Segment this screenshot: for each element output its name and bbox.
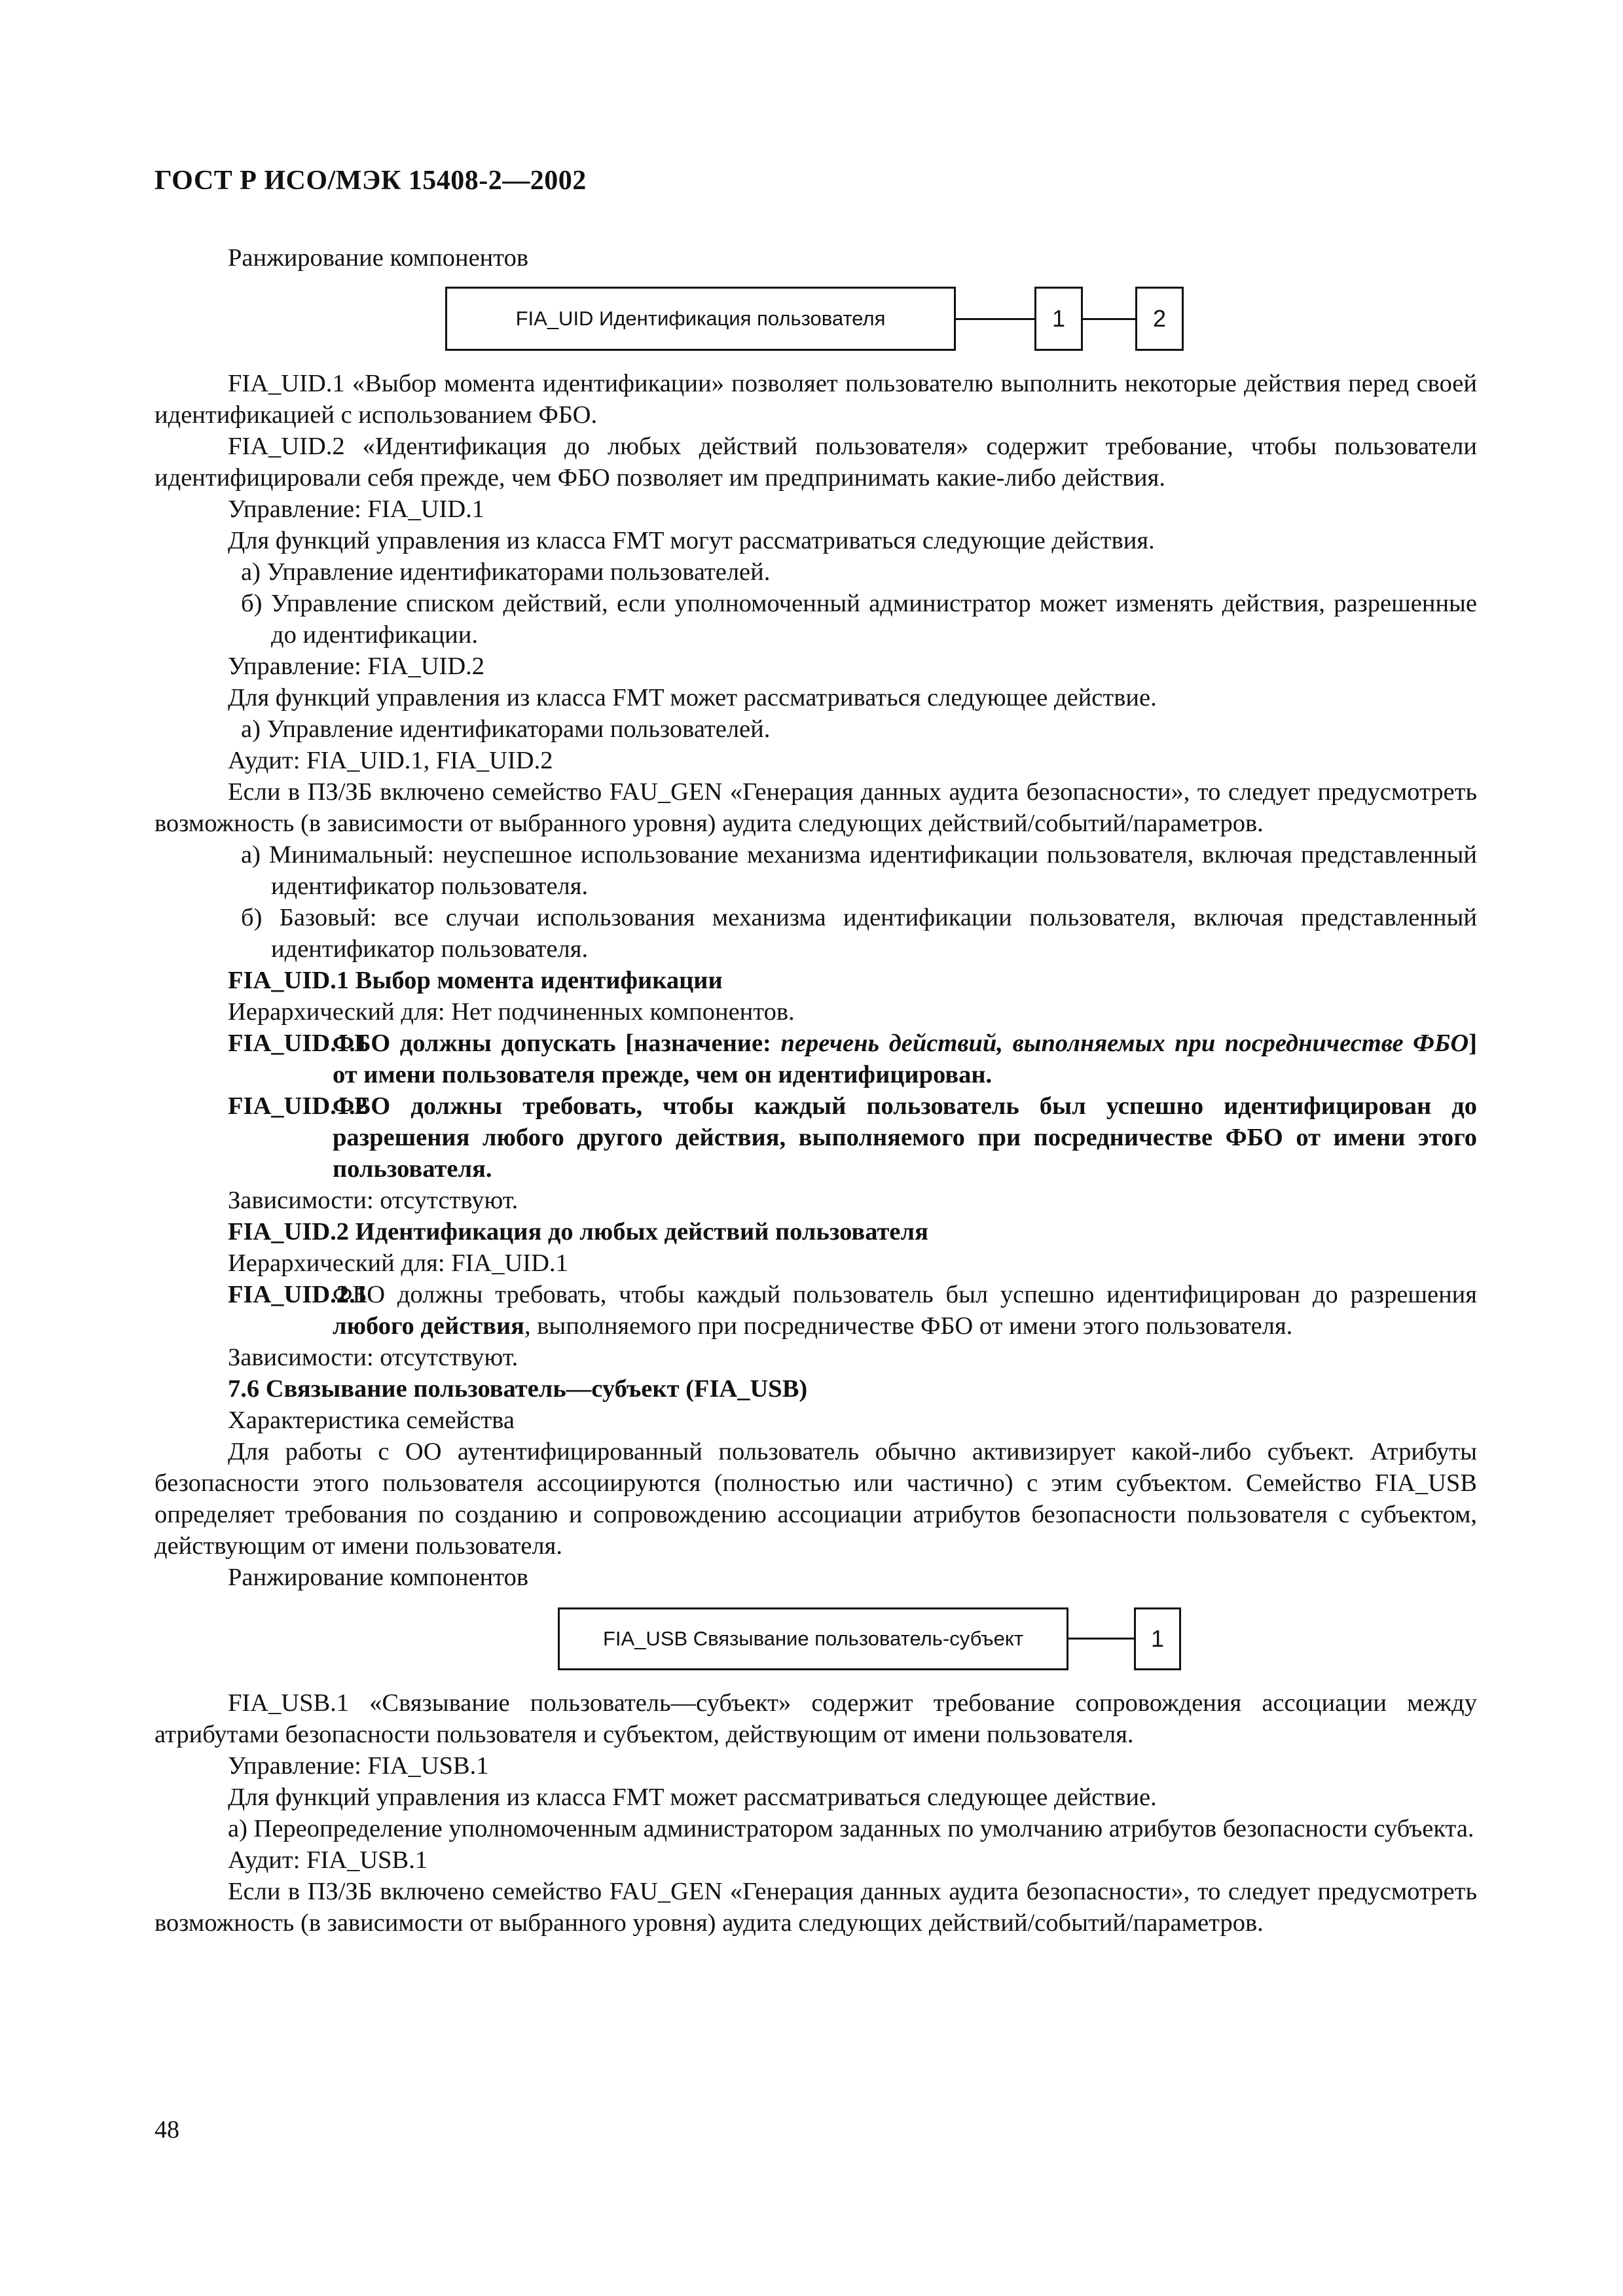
diagram-level-box: 1 [1134,1607,1181,1670]
dependencies-line: Зависимости: отсутствуют. [228,1187,519,1214]
paragraph: FIA_UID.1 «Выбор момента идентификации» позволяет пользователю выполнить некоторые действия перед своей идентификацией с использованием ФБО. [155,370,1477,429]
element-text-part: , выполняемого при посредничестве ФБО от имени этого пользователя. [524,1312,1293,1340]
uid-ranking-diagram [155,280,1477,359]
diagram-level-box: 2 [1135,287,1184,351]
subsection-heading: Характеристика семейства [228,1407,515,1434]
page-number: 48 [155,2116,179,2144]
list-item: а) Управление идентификаторами пользователей. [241,558,771,586]
diagram-family-box: FIA_UID Идентификация пользователя [445,287,956,351]
management-heading: Управление: FIA_UID.1 [228,495,484,523]
diagram-connector [956,318,1034,320]
list-item: б) Управление списком действий, если уполномоченный администратор может изменять действия, разрешенные до идентификации. [241,590,1477,649]
hierarchy-line: Иерархический для: FIA_UID.1 [228,1249,568,1277]
diagram-connector [1068,1638,1134,1640]
paragraph: Для функций управления из класса FMT могут рассматриваться следующие действия. [228,527,1155,554]
diagram-family-box: FIA_USB Связывание пользователь-субъект [558,1607,1068,1670]
element-id: FIA_UID.1.1 [228,1030,368,1057]
document-body [155,242,1477,1939]
list-item: б) Базовый: все случаи использования механизма идентификации пользователя, включая представленный идентификатор пользователя. [241,904,1477,963]
paragraph: Если в ПЗ/ЗБ включено семейство FAU_GEN «Генерация данных аудита безопасности», то следует предусмотреть возможность (в зависимости от выбранного уровня) аудита следующих действий/событий/параметров. [155,778,1477,837]
list-item: а) Минимальный: неуспешное использование механизма идентификации пользователя, включая представленный идентификатор пользователя. [241,841,1477,900]
element-text: ФБО должны требовать, чтобы каждый пользователь был успешно идентифицирован до разрешения любого другого действия, выполняемого при посредничестве ФБО от имени этого пользователя. [333,1092,1477,1183]
element-id: FIA_UID.1.2 [228,1092,368,1120]
audit-heading: Аудит: FIA_USB.1 [228,1846,428,1874]
element-text [333,1279,1477,1342]
usb-ranking-diagram [155,1600,1477,1678]
assignment-text: перечень действий, выполняемых при посредничестве ФБО [780,1030,1469,1057]
component-title: FIA_UID.1 Выбор момента идентификации [228,967,723,994]
component-title: FIA_UID.2 Идентификация до любых действий пользователя [228,1218,928,1246]
section-heading: 7.6 Связывание пользователь—субъект (FIA_USB) [228,1375,808,1403]
hierarchy-line: Иерархический для: Нет подчиненных компонентов. [228,998,795,1026]
management-heading: Управление: FIA_USB.1 [228,1752,489,1780]
paragraph: Для функций управления из класса FMT может рассматриваться следующее действие. [228,1784,1157,1811]
element-text-part: ] от имени пользователя прежде, чем он идентифицирован. [333,1030,1477,1088]
audit-heading: Аудит: FIA_UID.1, FIA_UID.2 [228,747,553,774]
diagram-connector [1083,318,1135,320]
element-fia-uid-1-1 [155,1028,1477,1090]
dependencies-line: Зависимости: отсутствуют. [228,1344,519,1371]
list-item: а) Переопределение уполномоченным администратором заданных по умолчанию атрибутов безопасности субъекта. [228,1815,1474,1842]
ranking-heading: Ранжирование компонентов [228,244,529,272]
paragraph: FIA_USB.1 «Связывание пользователь—субъект» содержит требование сопровождения ассоциации между атрибутами безопасности пользователя и субъектом, действующим от имени пользователя. [155,1689,1477,1748]
element-fia-uid-1-2 [155,1090,1477,1185]
ranking-heading: Ранжирование компонентов [228,1564,529,1591]
paragraph: FIA_UID.2 «Идентификация до любых действий пользователя» содержит требование, чтобы пользователи идентифицировали себя прежде, чем ФБО позволяет им предпринимать какие-либо действия. [155,433,1477,492]
diagram-level-box: 1 [1034,287,1083,351]
element-id: FIA_UID.2.1 [228,1281,368,1308]
document-header: ГОСТ Р ИСО/МЭК 15408-2—2002 [155,166,587,196]
paragraph: Для работы с ОО аутентифицированный пользователь обычно активизирует какой-либо субъект. Атрибуты безопасности этого пользователя ассоциируются (полностью или частично) с этим субъектом. Семейство FIA_USB определяет требования по созданию и сопровождению ассоциации атрибутов безопасности пользователя с субъектом, действующим от имени пользователя. [155,1438,1477,1560]
management-heading: Управление: FIA_UID.2 [228,653,484,680]
element-fia-uid-2-1 [155,1279,1477,1342]
paragraph: Для функций управления из класса FMT может рассматриваться следующее действие. [228,684,1157,711]
element-text-part: ФБО должны допускать [назначение: [333,1030,781,1057]
paragraph: Если в ПЗ/ЗБ включено семейство FAU_GEN «Генерация данных аудита безопасности», то следует предусмотреть возможность (в зависимости от выбранного уровня) аудита следующих действий/событий/параметров. [155,1878,1477,1937]
element-text-part: ФБО должны требовать, чтобы каждый пользователь был успешно идентифицирован до разрешения [333,1281,1477,1308]
element-text-bold: любого действия [333,1312,524,1340]
list-item: а) Управление идентификаторами пользователей. [241,715,771,743]
element-text [333,1028,1477,1090]
